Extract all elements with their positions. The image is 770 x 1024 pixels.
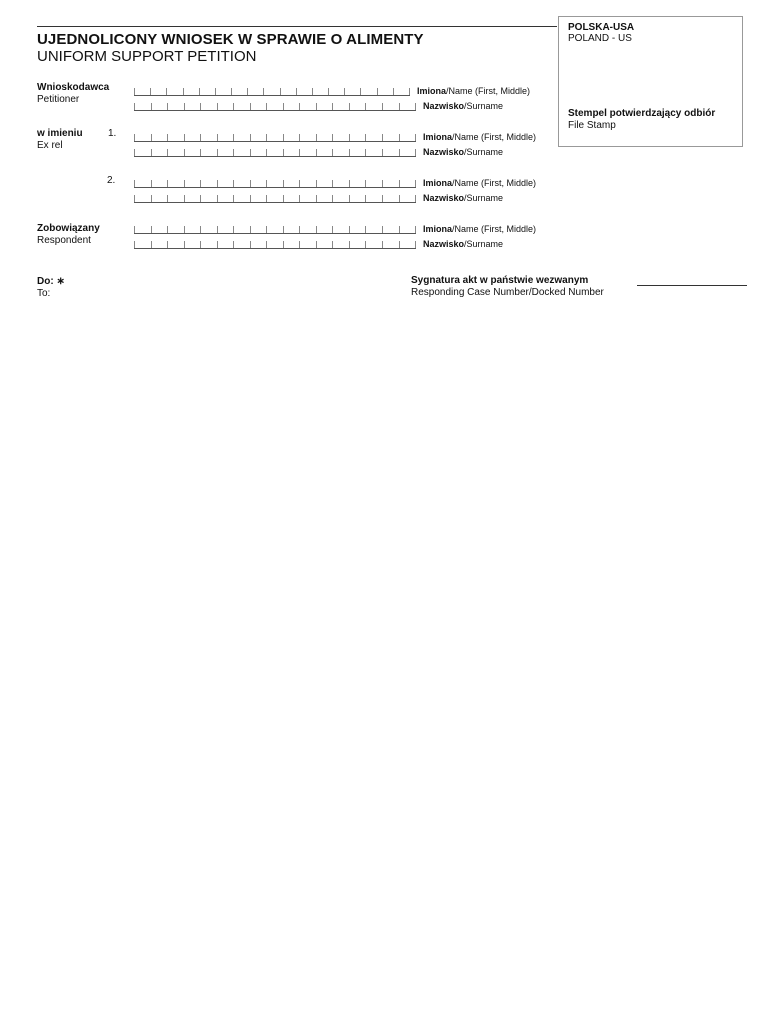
stamp-country-pl: POLSKA-USA <box>568 22 635 33</box>
form-title-pl: UJEDNOLICONY WNIOSEK W SPRAWIE O ALIMENTY <box>37 31 424 48</box>
respondent-name-label: Imiona/Name (First, Middle) <box>423 224 537 234</box>
case-number-field[interactable] <box>637 285 747 286</box>
case-number-label-pl: Sygnatura akt w państwie wezwanym <box>411 275 589 286</box>
header-rule <box>37 26 557 27</box>
exrel2-name-field[interactable] <box>134 175 416 188</box>
exrel2-surname-label: Nazwisko/Surname <box>423 193 504 203</box>
stamp-label-pl: Stempel potwierdzający odbiór <box>568 108 716 119</box>
respondent-surname-field[interactable] <box>134 236 416 249</box>
stamp-label-en: File Stamp <box>568 120 616 131</box>
exrel-label-pl: w imieniu <box>37 128 83 139</box>
exrel-number-2: 2. <box>107 175 116 186</box>
petitioner-name-field[interactable] <box>134 83 410 96</box>
to-label-pl: Do: ∗ <box>37 276 65 287</box>
exrel1-surname-label: Nazwisko/Surname <box>423 147 504 157</box>
respondent-label-pl: Zobowiązany <box>37 223 100 234</box>
exrel2-surname-field[interactable] <box>134 190 416 203</box>
respondent-surname-label: Nazwisko/Surname <box>423 239 504 249</box>
petitioner-label-pl: Wnioskodawca <box>37 82 110 93</box>
exrel-label-en: Ex rel <box>37 140 63 151</box>
respondent-name-field[interactable] <box>134 221 416 234</box>
respondent-label-en: Respondent <box>37 235 91 246</box>
petitioner-surname-label: Nazwisko/Surname <box>423 101 504 111</box>
stamp-country-en: POLAND - US <box>568 33 632 44</box>
exrel2-name-label: Imiona/Name (First, Middle) <box>423 178 537 188</box>
file-stamp-box <box>558 16 743 147</box>
exrel-number-1: 1. <box>108 128 117 139</box>
form-title-en: UNIFORM SUPPORT PETITION <box>37 48 257 65</box>
petitioner-name-label: Imiona/Name (First, Middle) <box>417 86 531 96</box>
petitioner-label-en: Petitioner <box>37 94 80 105</box>
to-label-en: To: <box>37 288 51 299</box>
petitioner-surname-field[interactable] <box>134 98 416 111</box>
exrel1-surname-field[interactable] <box>134 144 416 157</box>
exrel1-name-field[interactable] <box>134 129 416 142</box>
exrel1-name-label: Imiona/Name (First, Middle) <box>423 132 537 142</box>
case-number-label-en: Responding Case Number/Docked Number <box>411 287 604 298</box>
